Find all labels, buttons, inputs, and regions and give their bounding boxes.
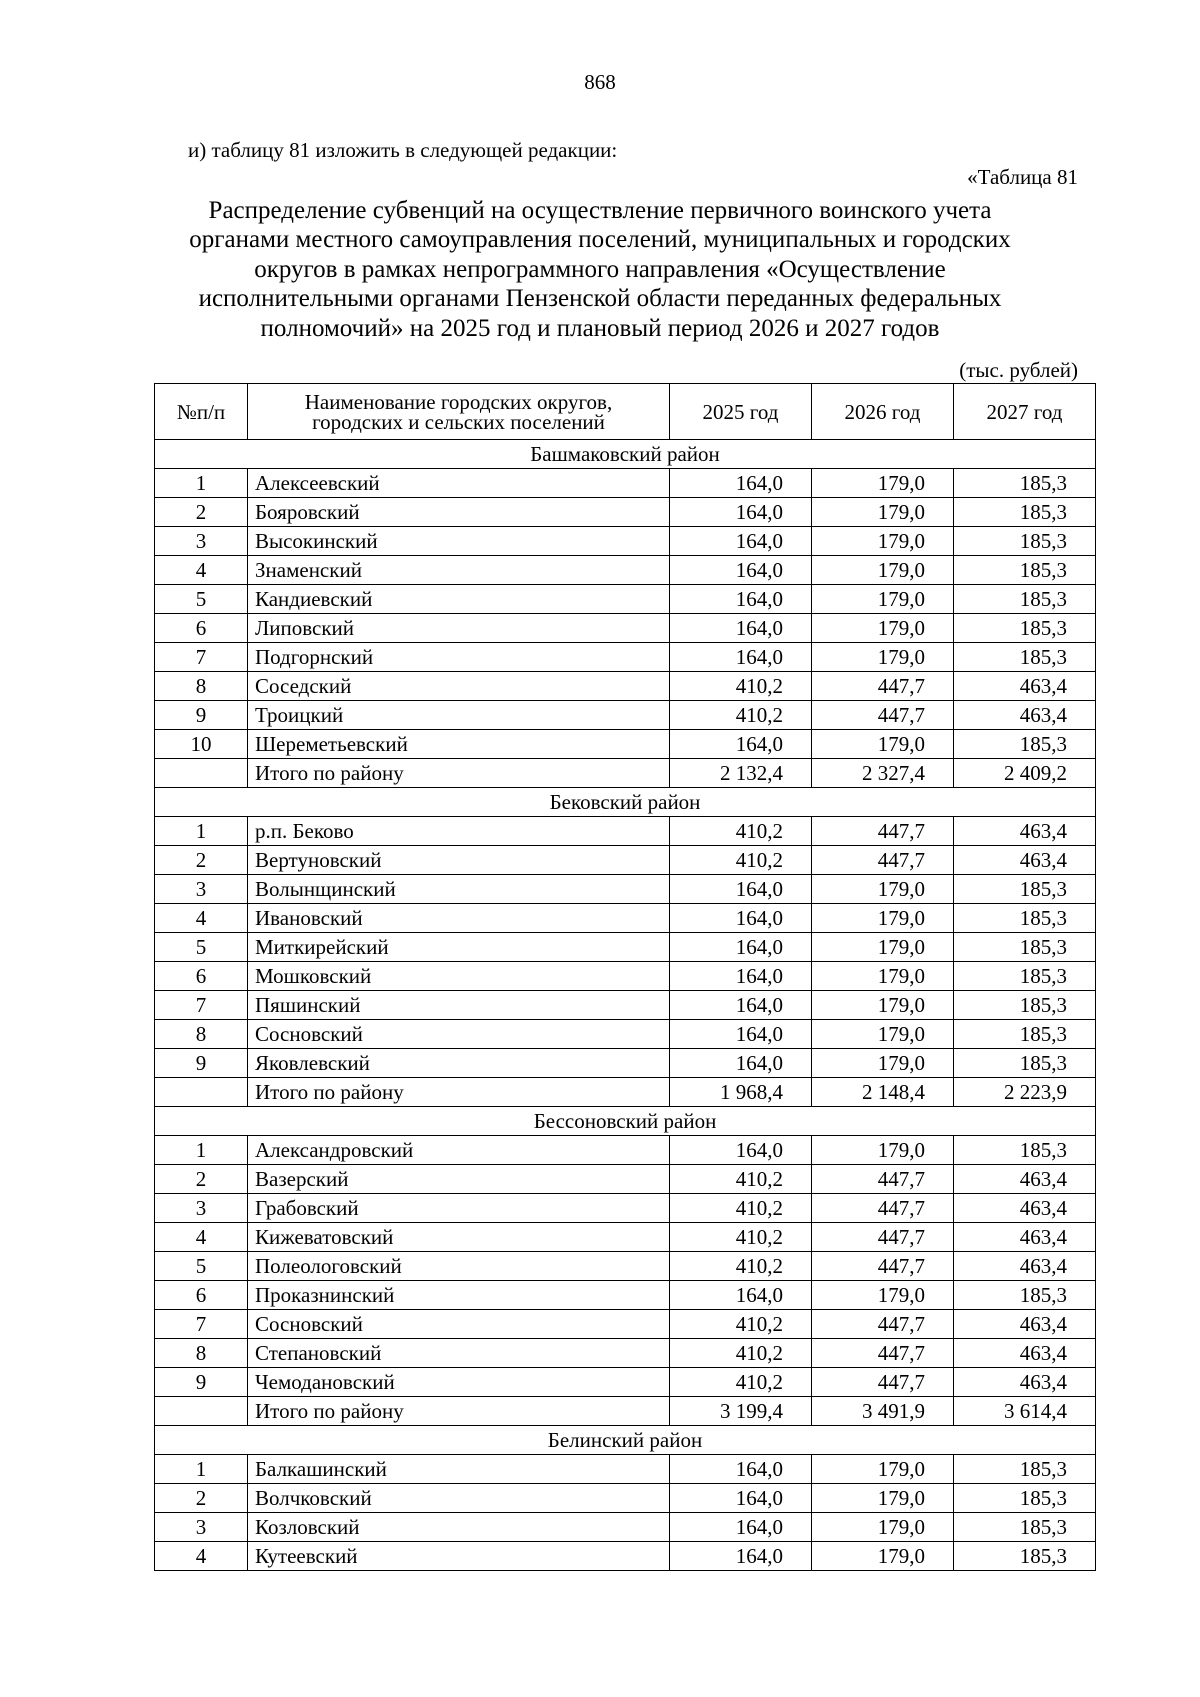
- value-2027: 185,3: [954, 962, 1096, 991]
- settlement-name: Троицкий: [248, 701, 670, 730]
- total-label: Итого по району: [248, 1397, 670, 1426]
- table-row: [155, 1455, 1096, 1484]
- row-number: 8: [155, 1020, 248, 1049]
- value-2026: 179,0: [812, 469, 954, 498]
- header-2027: 2027 год: [954, 384, 1096, 440]
- settlement-name: Миткирейский: [248, 933, 670, 962]
- row-number: 5: [155, 933, 248, 962]
- row-number: 5: [155, 1252, 248, 1281]
- value-2026: 447,7: [812, 1223, 954, 1252]
- table-row: [155, 1310, 1096, 1339]
- table-row: [155, 1194, 1096, 1223]
- value-2027: 463,4: [954, 817, 1096, 846]
- district-name: Бессоновский район: [155, 1107, 1096, 1136]
- title-line: органами местного самоуправления поселений, муниципальных и городских: [189, 226, 1011, 254]
- value-2026: 179,0: [812, 904, 954, 933]
- value-2027: 463,4: [954, 672, 1096, 701]
- value-2027: 463,4: [954, 701, 1096, 730]
- value-2027: 463,4: [954, 1310, 1096, 1339]
- value-2027: 463,4: [954, 1368, 1096, 1397]
- settlement-name: Липовский: [248, 614, 670, 643]
- subvention-table: [154, 383, 1096, 1571]
- value-2025: 410,2: [670, 1223, 812, 1252]
- value-2027: 185,3: [954, 614, 1096, 643]
- value-2027: 185,3: [954, 498, 1096, 527]
- total-row: [155, 1397, 1096, 1426]
- row-number: 3: [155, 875, 248, 904]
- value-2026: 179,0: [812, 643, 954, 672]
- value-2025: 164,0: [670, 1542, 812, 1571]
- district-header-row: [155, 440, 1096, 469]
- row-number: 9: [155, 701, 248, 730]
- district-name: Белинский район: [155, 1426, 1096, 1455]
- value-2025: 410,2: [670, 1165, 812, 1194]
- value-2025: 164,0: [670, 1455, 812, 1484]
- district-name: Бековский район: [155, 788, 1096, 817]
- row-number: 3: [155, 527, 248, 556]
- settlement-name: Грабовский: [248, 1194, 670, 1223]
- row-number: 7: [155, 991, 248, 1020]
- value-2027: 185,3: [954, 1542, 1096, 1571]
- value-2026: 179,0: [812, 1542, 954, 1571]
- value-2026: 179,0: [812, 962, 954, 991]
- row-number: 10: [155, 730, 248, 759]
- row-number: 1: [155, 1136, 248, 1165]
- row-number: 1: [155, 469, 248, 498]
- row-number: 4: [155, 1542, 248, 1571]
- row-number: 9: [155, 1049, 248, 1078]
- value-2025: 164,0: [670, 469, 812, 498]
- value-2026: 447,7: [812, 1339, 954, 1368]
- value-2025: 164,0: [670, 730, 812, 759]
- settlement-name: Александровский: [248, 1136, 670, 1165]
- table-row: [155, 991, 1096, 1020]
- row-number: 6: [155, 614, 248, 643]
- title-line: Распределение субвенций на осуществление первичного воинского учета: [208, 197, 992, 224]
- value-2025: 410,2: [670, 672, 812, 701]
- table-row: [155, 1542, 1096, 1571]
- table-row: [155, 1368, 1096, 1397]
- settlement-name: Шереметьевский: [248, 730, 670, 759]
- value-2026: 179,0: [812, 730, 954, 759]
- district-header-row: [155, 1426, 1096, 1455]
- settlement-name: р.п. Беково: [248, 817, 670, 846]
- row-number: 2: [155, 498, 248, 527]
- value-2025: 164,0: [670, 933, 812, 962]
- table-row: [155, 527, 1096, 556]
- row-number: 7: [155, 643, 248, 672]
- settlement-name: Вертуновский: [248, 846, 670, 875]
- value-2027: 185,3: [954, 875, 1096, 904]
- table-label: «Таблица 81: [967, 165, 1078, 189]
- table-row: [155, 585, 1096, 614]
- page-number: 868: [584, 70, 616, 94]
- value-2025: 164,0: [670, 991, 812, 1020]
- value-2027: 463,4: [954, 1339, 1096, 1368]
- total-2026: 3 491,9: [812, 1397, 954, 1426]
- value-2025: 410,2: [670, 817, 812, 846]
- value-2027: 185,3: [954, 730, 1096, 759]
- total-2027: 2 223,9: [954, 1078, 1096, 1107]
- value-2026: 447,7: [812, 846, 954, 875]
- table-row: [155, 875, 1096, 904]
- table-row: [155, 1020, 1096, 1049]
- header-2026: 2026 год: [812, 384, 954, 440]
- settlement-name: Кижеватовский: [248, 1223, 670, 1252]
- settlement-name: Волынщинский: [248, 875, 670, 904]
- value-2027: 185,3: [954, 1281, 1096, 1310]
- row-number: 4: [155, 904, 248, 933]
- header-name-line: Наименование городских округов,: [304, 389, 613, 414]
- total-empty-cell: [155, 1078, 248, 1107]
- total-2027: 2 409,2: [954, 759, 1096, 788]
- row-number: 4: [155, 1223, 248, 1252]
- table-row: [155, 1049, 1096, 1078]
- value-2025: 164,0: [670, 1281, 812, 1310]
- row-number: 4: [155, 556, 248, 585]
- table-row: [155, 1165, 1096, 1194]
- value-2025: 164,0: [670, 498, 812, 527]
- table-row: [155, 498, 1096, 527]
- value-2025: 164,0: [670, 1136, 812, 1165]
- table-row: [155, 962, 1096, 991]
- table-row: [155, 933, 1096, 962]
- total-2026: 2 148,4: [812, 1078, 954, 1107]
- value-2027: 185,3: [954, 933, 1096, 962]
- value-2027: 185,3: [954, 1136, 1096, 1165]
- table-body: [155, 440, 1096, 1571]
- value-2027: 185,3: [954, 904, 1096, 933]
- total-2025: 3 199,4: [670, 1397, 812, 1426]
- row-number: 1: [155, 1455, 248, 1484]
- settlement-name: Степановский: [248, 1339, 670, 1368]
- table-row: [155, 614, 1096, 643]
- row-number: 8: [155, 1339, 248, 1368]
- value-2027: 463,4: [954, 1165, 1096, 1194]
- settlement-name: Знаменский: [248, 556, 670, 585]
- value-2027: 185,3: [954, 991, 1096, 1020]
- row-number: 8: [155, 672, 248, 701]
- settlement-name: Балкашинский: [248, 1455, 670, 1484]
- table-row: [155, 1281, 1096, 1310]
- settlement-name: Чемодановский: [248, 1368, 670, 1397]
- value-2026: 179,0: [812, 498, 954, 527]
- total-2025: 2 132,4: [670, 759, 812, 788]
- district-header-row: [155, 1107, 1096, 1136]
- settlement-name: Кандиевский: [248, 585, 670, 614]
- table-row: [155, 904, 1096, 933]
- settlement-name: Кутеевский: [248, 1542, 670, 1571]
- settlement-name: Яковлевский: [248, 1049, 670, 1078]
- value-2027: 185,3: [954, 1455, 1096, 1484]
- value-2026: 447,7: [812, 817, 954, 846]
- table-row: [155, 817, 1096, 846]
- value-2027: 185,3: [954, 643, 1096, 672]
- settlement-name: Подгорнский: [248, 643, 670, 672]
- intro-text: и) таблицу 81 изложить в следующей редакции:: [188, 138, 618, 162]
- value-2027: 185,3: [954, 1484, 1096, 1513]
- value-2025: 164,0: [670, 904, 812, 933]
- value-2026: 179,0: [812, 556, 954, 585]
- value-2025: 410,2: [670, 846, 812, 875]
- units-label: (тыс. рублей): [959, 358, 1078, 382]
- value-2025: 164,0: [670, 1513, 812, 1542]
- value-2026: 179,0: [812, 1136, 954, 1165]
- header-2025: 2025 год: [670, 384, 812, 440]
- value-2026: 179,0: [812, 585, 954, 614]
- district-name: Башмаковский район: [155, 440, 1096, 469]
- value-2026: 179,0: [812, 527, 954, 556]
- value-2025: 164,0: [670, 614, 812, 643]
- value-2025: 164,0: [670, 556, 812, 585]
- table-row: [155, 1136, 1096, 1165]
- total-row: [155, 759, 1096, 788]
- settlement-name: Соседский: [248, 672, 670, 701]
- district-header-row: [155, 788, 1096, 817]
- settlement-name: Бояровский: [248, 498, 670, 527]
- header-name: [248, 384, 670, 440]
- row-number: 5: [155, 585, 248, 614]
- value-2026: 447,7: [812, 672, 954, 701]
- settlement-name: Козловский: [248, 1513, 670, 1542]
- value-2027: 463,4: [954, 1252, 1096, 1281]
- header-row: [155, 384, 1096, 440]
- table-row: [155, 556, 1096, 585]
- value-2026: 179,0: [812, 1281, 954, 1310]
- value-2025: 410,2: [670, 1310, 812, 1339]
- value-2027: 463,4: [954, 1223, 1096, 1252]
- value-2025: 410,2: [670, 1339, 812, 1368]
- row-number: 6: [155, 1281, 248, 1310]
- row-number: 1: [155, 817, 248, 846]
- table-title: [110, 196, 1090, 343]
- table-row: [155, 1252, 1096, 1281]
- value-2026: 447,7: [812, 701, 954, 730]
- row-number: 7: [155, 1310, 248, 1339]
- value-2027: 463,4: [954, 1194, 1096, 1223]
- total-row: [155, 1078, 1096, 1107]
- value-2025: 410,2: [670, 1252, 812, 1281]
- total-empty-cell: [155, 1397, 248, 1426]
- table-row: [155, 469, 1096, 498]
- header-num: №п/п: [155, 384, 248, 440]
- value-2026: 179,0: [812, 1455, 954, 1484]
- table-row: [155, 643, 1096, 672]
- table-row: [155, 1513, 1096, 1542]
- table-row: [155, 701, 1096, 730]
- settlement-name: Ивановский: [248, 904, 670, 933]
- value-2026: 179,0: [812, 1049, 954, 1078]
- value-2026: 179,0: [812, 875, 954, 904]
- value-2026: 179,0: [812, 614, 954, 643]
- table-row: [155, 1223, 1096, 1252]
- settlement-name: Высокинский: [248, 527, 670, 556]
- total-2026: 2 327,4: [812, 759, 954, 788]
- value-2025: 164,0: [670, 1020, 812, 1049]
- table-row: [155, 1484, 1096, 1513]
- value-2027: 185,3: [954, 1513, 1096, 1542]
- value-2025: 164,0: [670, 643, 812, 672]
- value-2026: 447,7: [812, 1368, 954, 1397]
- value-2026: 447,7: [812, 1252, 954, 1281]
- row-number: 3: [155, 1194, 248, 1223]
- settlement-name: Мошковский: [248, 962, 670, 991]
- value-2027: 185,3: [954, 469, 1096, 498]
- total-2027: 3 614,4: [954, 1397, 1096, 1426]
- value-2025: 164,0: [670, 875, 812, 904]
- value-2026: 447,7: [812, 1310, 954, 1339]
- value-2026: 179,0: [812, 1513, 954, 1542]
- title-line: округов в рамках непрограммного направления «Осуществление: [254, 255, 946, 283]
- row-number: 2: [155, 1165, 248, 1194]
- value-2025: 164,0: [670, 962, 812, 991]
- settlement-name: Сосновский: [248, 1310, 670, 1339]
- settlement-name: Волчковский: [248, 1484, 670, 1513]
- value-2027: 185,3: [954, 1020, 1096, 1049]
- value-2026: 447,7: [812, 1194, 954, 1223]
- title-line: исполнительными органами Пензенской области переданных федеральных: [198, 285, 1002, 313]
- title-line: полномочий» на 2025 год и плановый период 2026 и 2027 годов: [260, 314, 940, 342]
- row-number: 6: [155, 962, 248, 991]
- total-label: Итого по району: [248, 759, 670, 788]
- row-number: 3: [155, 1513, 248, 1542]
- value-2025: 410,2: [670, 1194, 812, 1223]
- table-row: [155, 730, 1096, 759]
- value-2025: 410,2: [670, 701, 812, 730]
- settlement-name: Алексеевский: [248, 469, 670, 498]
- value-2026: 179,0: [812, 991, 954, 1020]
- value-2027: 185,3: [954, 1049, 1096, 1078]
- value-2025: 164,0: [670, 1484, 812, 1513]
- settlement-name: Сосновский: [248, 1020, 670, 1049]
- table-row: [155, 672, 1096, 701]
- value-2025: 164,0: [670, 1049, 812, 1078]
- value-2026: 179,0: [812, 1484, 954, 1513]
- value-2026: 179,0: [812, 1020, 954, 1049]
- value-2026: 447,7: [812, 1165, 954, 1194]
- settlement-name: Вазерский: [248, 1165, 670, 1194]
- value-2027: 463,4: [954, 846, 1096, 875]
- total-2025: 1 968,4: [670, 1078, 812, 1107]
- value-2027: 185,3: [954, 527, 1096, 556]
- total-label: Итого по району: [248, 1078, 670, 1107]
- value-2027: 185,3: [954, 585, 1096, 614]
- table-row: [155, 1339, 1096, 1368]
- value-2027: 185,3: [954, 556, 1096, 585]
- row-number: 2: [155, 846, 248, 875]
- table-row: [155, 846, 1096, 875]
- value-2025: 410,2: [670, 1368, 812, 1397]
- value-2025: 164,0: [670, 527, 812, 556]
- value-2026: 179,0: [812, 933, 954, 962]
- row-number: 9: [155, 1368, 248, 1397]
- settlement-name: Полеологовский: [248, 1252, 670, 1281]
- total-empty-cell: [155, 759, 248, 788]
- settlement-name: Проказнинский: [248, 1281, 670, 1310]
- value-2025: 164,0: [670, 585, 812, 614]
- row-number: 2: [155, 1484, 248, 1513]
- header-name-line: городских и сельских поселений: [312, 409, 605, 434]
- settlement-name: Пяшинский: [248, 991, 670, 1020]
